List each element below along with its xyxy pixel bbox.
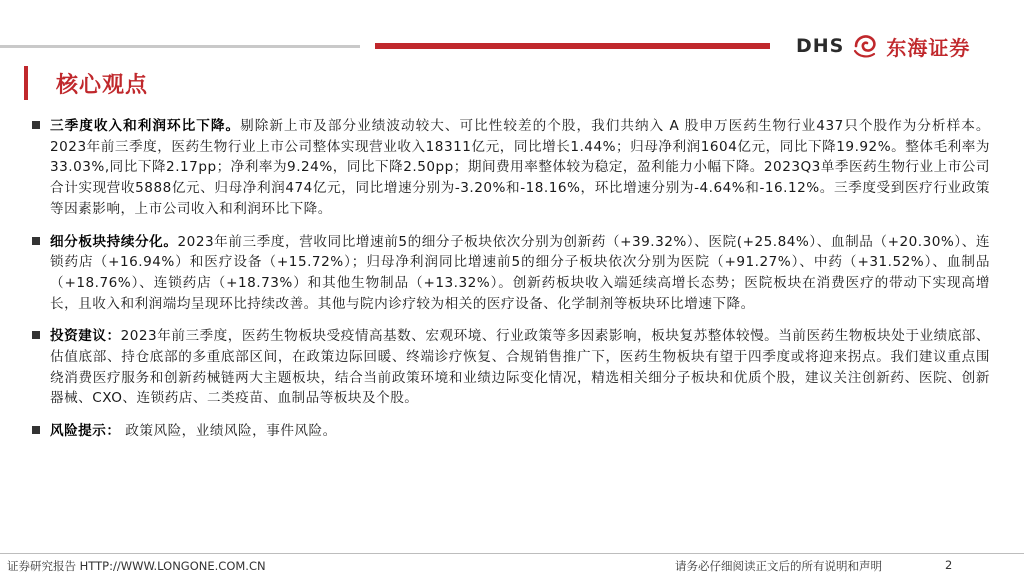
bullet-paragraph [50,232,990,315]
bullet-subsector-divergence [30,232,990,315]
bullet-text: 2023年前三季度，医药生物板块受疫情高基数、宏观环境、行业政策等多因素影响，板块复苏整体较慢。当前医药生物板块处于业绩底部、估值底部、持仓底部的多重底部区间，在政策边际回暖、终端诊疗恢复、合规销售推广下，医药生物板块有望于四季度或将迎来拐点。我们建议重点围绕消费医疗服务和创新药械链两大主题板块，结合当前政策环境和业绩边际变化情况，精选相关细分子板块和优质个股，建议关注创新药、医院、创新器械、CXO、连锁药店、二类疫苗、血制品等板块及个股。 [50,328,991,407]
header-rule-grey [0,45,360,48]
footer-rule [0,553,1024,554]
bullet-text: 2023年前三季度，营收同比增速前5的细分子板块依次分别为创新药（+39.32%）、医院(+25.84%）、血制品（+20.30%）、连锁药店（+16.94%）和医疗设备（+15.72%）；归母净利润同比增速前5的细分子板块依次分别为医院（+91.27%）、中药（+31.52%）、血制品（+18.76%）、连锁药店（+18.73%）和其他生物制品（+13.32%）。创新药板块收入端延续高增长态势；医院板块在消费医疗的带动下实现高增长，且收入和利润端均呈现环比持续改善。其他与院内诊疗较为相关的医疗设备、化学制剂等板块环比增速下降。 [50,233,990,312]
bullet-risk-warning [30,421,990,442]
bullet-square-icon [32,331,40,339]
bullet-lead: 细分板块持续分化。 [50,233,178,250]
bullet-lead: 三季度收入和利润环比下降。 [50,118,241,134]
bullet-revenue-profit [30,116,990,220]
page-number: 2 [945,558,953,572]
title-accent-bar [24,66,28,100]
footer-website-link[interactable]: 证券研究报告 HTTP://WWW.LONGONE.COM.CN [7,559,266,573]
logo-latin-text: DHS [796,35,845,57]
footer-disclaimer: 请务必仔细阅读正文后的所有说明和声明 [675,559,882,573]
header-rule [0,43,770,50]
swirl-logo-icon [850,31,880,61]
bullet-paragraph [50,421,990,442]
bullet-text: 政策风险，业绩风险，事件风险。 [120,423,337,440]
company-logo [796,31,970,61]
bullet-square-icon [32,237,40,245]
core-views-content [30,116,990,454]
page-title: 核心观点 [56,73,149,98]
bullet-text: 剔除新上市及部分业绩波动较大、可比性较差的个股，我们共纳入 A 股申万医药生物行业437只个股作为分析样本。2023年前三季度，医药生物行业上市公司整体实现营业收入18311亿元，同比增长1.44%；归母净利润1604亿元，同比下降19.92%。整体毛利率为33.03%,同比下降2.17pp；净利率为9.24%，同比下降2.50pp；期间费用率整体较为稳定，盈利能力小幅下降。2023Q3单季医药生物行业上市公司合计实现营收5888亿元、归母净利润474亿元，同比增速分别为-3.20%和-18.16%，环比增速分别为-4.64%和-16.12%。三季度受到医疗行业政策等因素影响，上市公司收入和利润环比下降。 [50,118,990,217]
bullet-paragraph [50,116,990,220]
header-rule-red [375,43,770,49]
bullet-lead: 风险提示： [50,423,121,440]
bullet-lead: 投资建议： [50,328,121,345]
bullet-investment-advice [30,326,990,409]
bullet-paragraph [50,326,990,409]
logo-chinese-text: 东海证券 [886,35,971,60]
bullet-square-icon [32,426,40,434]
bullet-square-icon [32,121,40,129]
